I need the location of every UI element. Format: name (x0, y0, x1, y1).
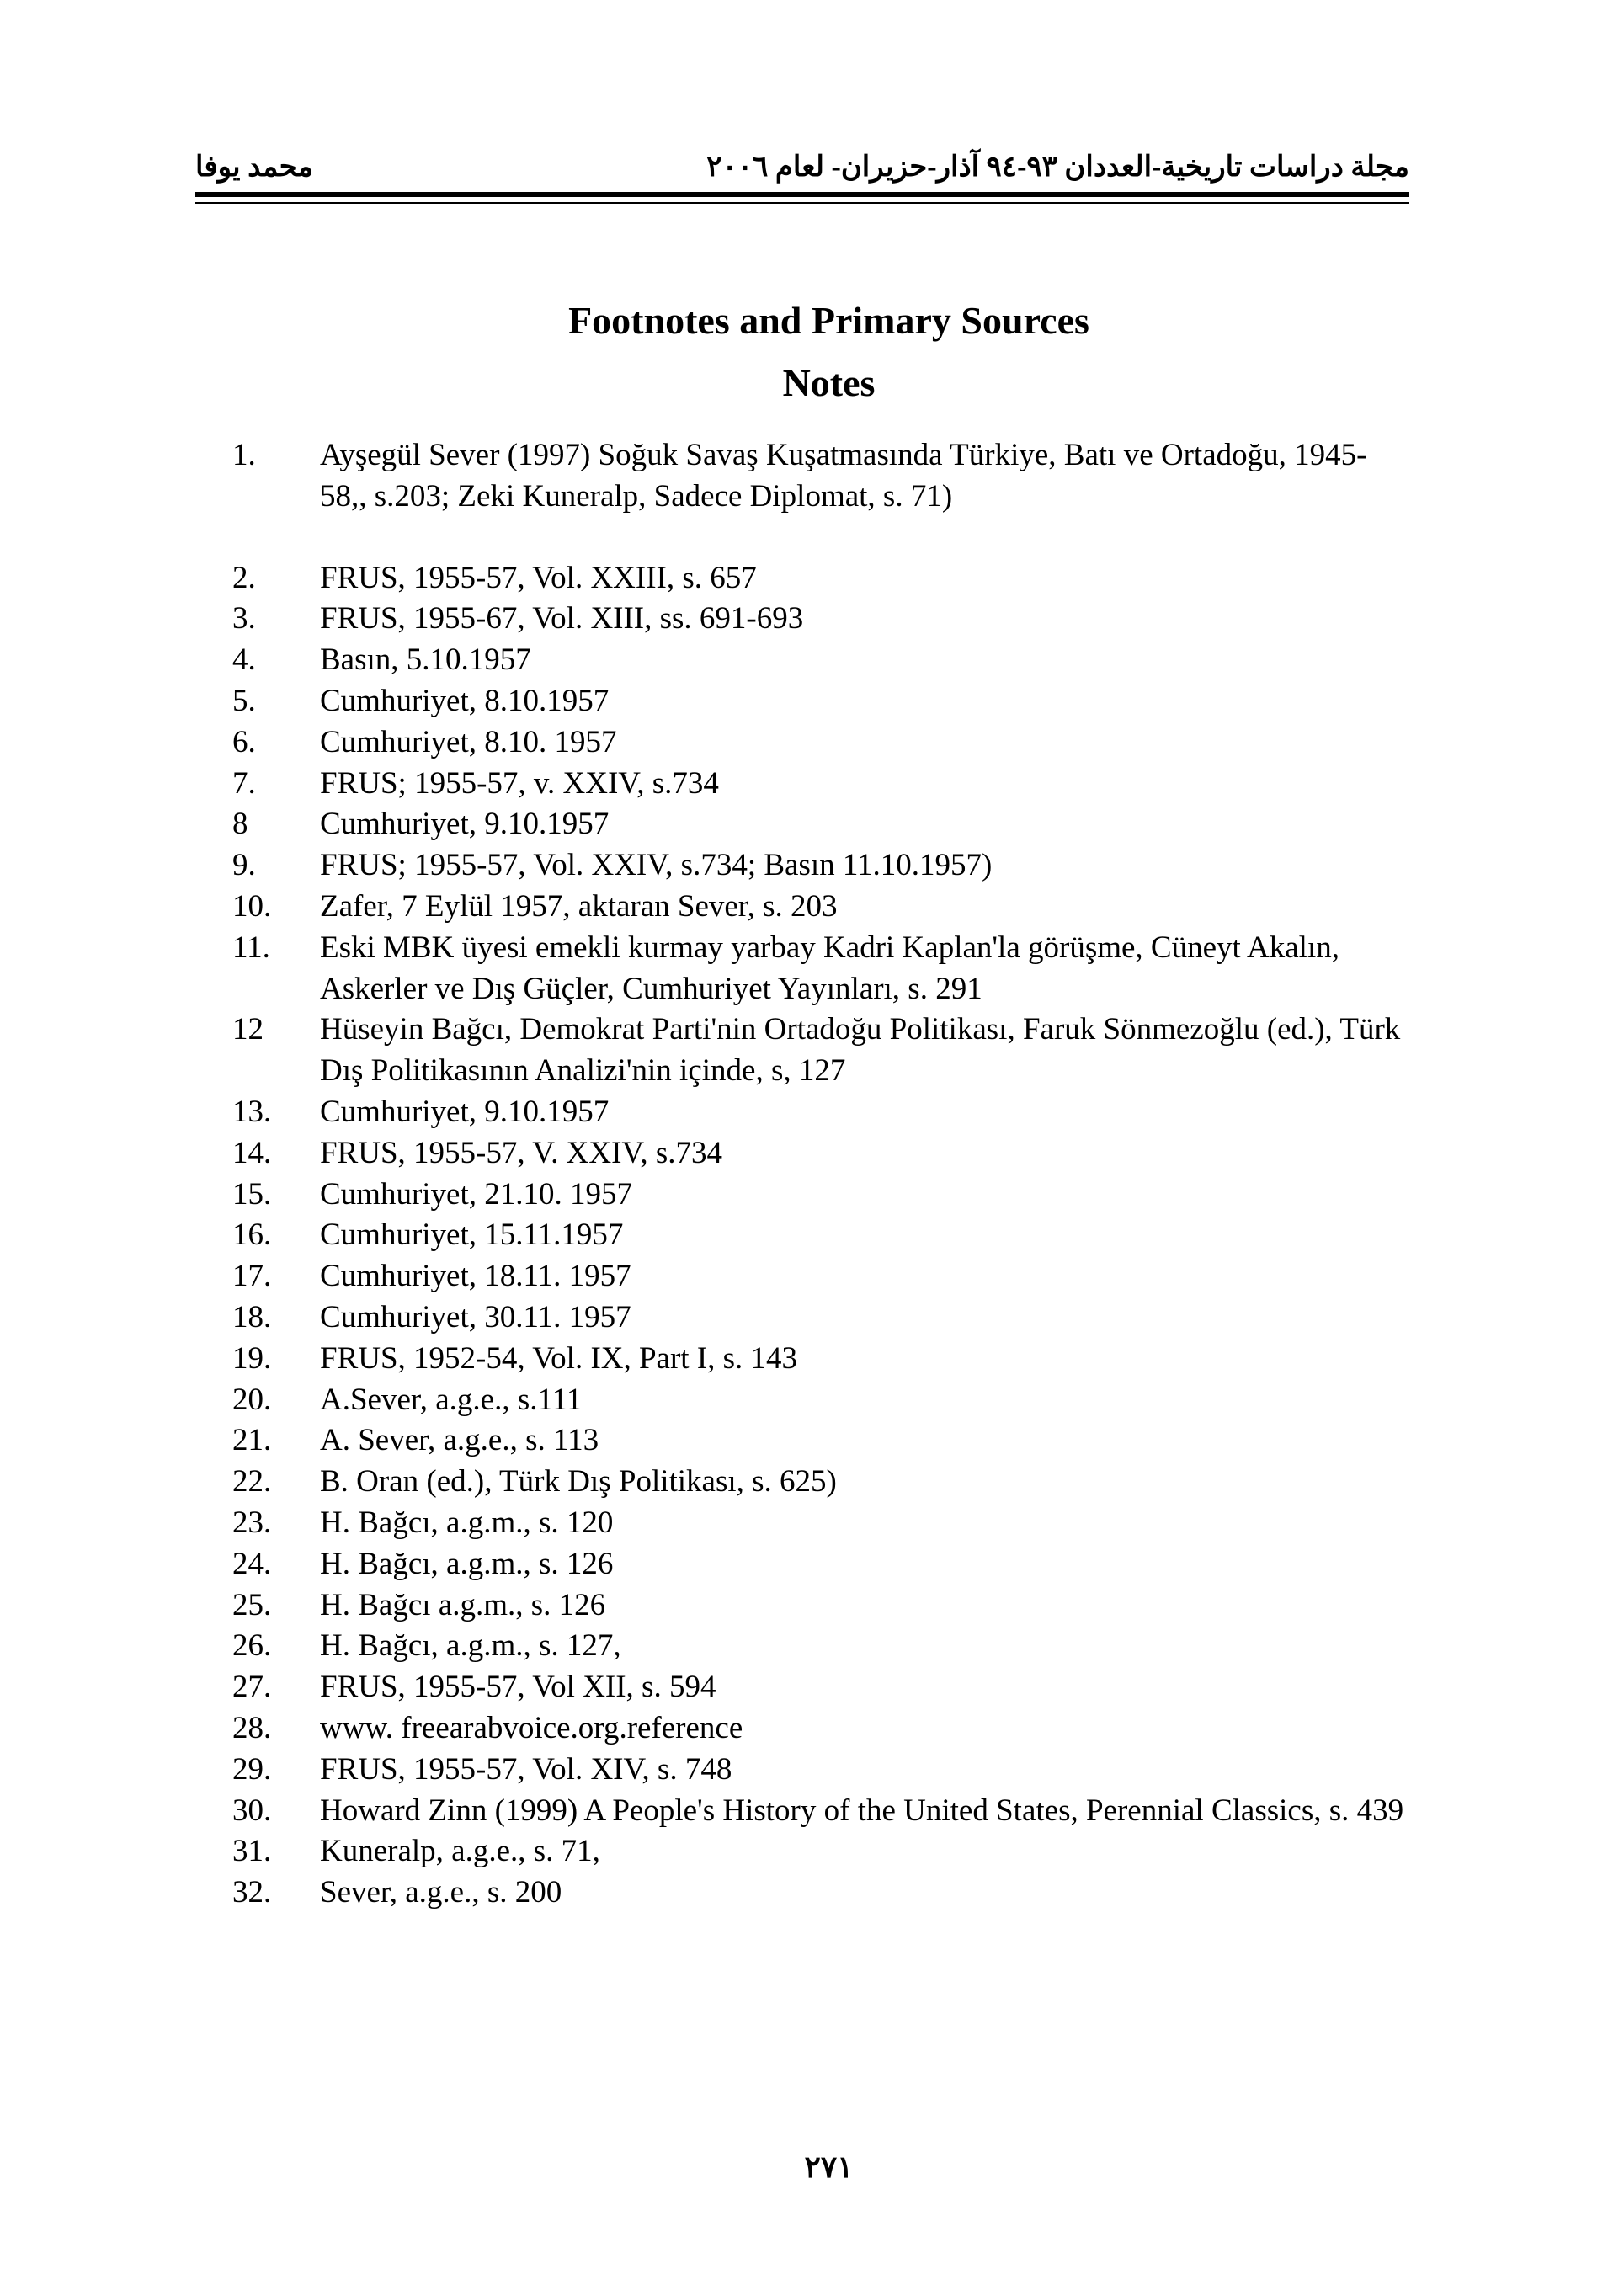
note-text: FRUS; 1955-57, Vol. XXIV, s.734; Basın 11.10.1957) (320, 848, 993, 883)
note-item (232, 1215, 1411, 1256)
note-item (232, 845, 1411, 887)
header-journal-title: مجلة دراسات تاريخية-العددان ٩٣-٩٤ آذار-حزيران- لعام ٢٠٠٦ (706, 152, 1409, 183)
note-text: A. Sever, a.g.e., s. 113 (320, 1423, 599, 1458)
note-number: 20. (232, 1382, 272, 1417)
note-number: 24. (232, 1546, 272, 1581)
note-item (232, 1380, 1411, 1421)
note-item (232, 1626, 1411, 1667)
note-item (232, 1750, 1411, 1791)
note-text: Cumhuriyet, 9.10.1957 (320, 1094, 610, 1129)
note-number: 15. (232, 1176, 272, 1212)
note-item (232, 1133, 1411, 1175)
header-author: محمد يوفا (195, 152, 313, 183)
note-text: Hüseyin Bağcı, Demokrat Parti'nin Ortadoğu Politikası, Faruk Sönmezoğlu (ed.), Türk Dış Politikasının Analizi'nin içinde, s, 127 (320, 1012, 1401, 1089)
note-text: FRUS, 1955-57, Vol XII, s. 594 (320, 1670, 716, 1705)
note-item (232, 1667, 1411, 1708)
note-item (232, 640, 1411, 681)
note-number: 22. (232, 1464, 272, 1500)
note-item (232, 1872, 1411, 1914)
notes-list (232, 435, 1411, 1914)
page-title: Footnotes and Primary Sources (568, 299, 1089, 342)
note-text: Cumhuriyet, 15.11.1957 (320, 1217, 624, 1253)
note-number: 27. (232, 1670, 272, 1705)
note-number: 26. (232, 1628, 272, 1664)
note-text: H. Bağcı, a.g.m., s. 126 (320, 1546, 614, 1581)
note-item (232, 558, 1411, 599)
note-item (232, 435, 1411, 518)
header-rule-thin (195, 202, 1409, 204)
note-item (232, 1009, 1411, 1092)
note-number: 21. (232, 1423, 272, 1458)
note-text: Basın, 5.10.1957 (320, 642, 531, 678)
note-item (232, 804, 1411, 845)
note-number: 29. (232, 1751, 272, 1787)
note-number: 17. (232, 1259, 272, 1294)
note-number: 25. (232, 1587, 272, 1622)
note-number: 14. (232, 1135, 272, 1170)
note-item (232, 1791, 1411, 1832)
note-text: Sever, a.g.e., s. 200 (320, 1875, 562, 1910)
note-text: Cumhuriyet, 18.11. 1957 (320, 1259, 631, 1294)
note-text: Howard Zinn (1999) A People's History of the United States, Perennial Classics, s. 439 (320, 1793, 1404, 1828)
note-number: 8 (232, 807, 248, 842)
note-number: 30. (232, 1793, 272, 1828)
note-text: H. Bağcı, a.g.m., s. 127, (320, 1628, 621, 1664)
note-text: Eski MBK üyesi emekli kurmay yarbay Kadri Kaplan'la görüşme, Cüneyt Akalın, Askerler ve Dış Güçler, Cumhuriyet Yayınları, s. 291 (320, 930, 1339, 1006)
note-number: 13. (232, 1094, 272, 1129)
running-header (195, 150, 1409, 184)
note-text: Cumhuriyet, 21.10. 1957 (320, 1176, 633, 1212)
note-number: 10. (232, 888, 272, 924)
note-text: B. Oran (ed.), Türk Dış Politikası, s. 625) (320, 1464, 837, 1500)
note-number: 11. (232, 930, 270, 965)
note-number: 23. (232, 1505, 272, 1540)
note-text: FRUS, 1952-54, Vol. IX, Part I, s. 143 (320, 1340, 798, 1376)
note-text: FRUS, 1955-57, V. XXIV, s.734 (320, 1135, 723, 1170)
note-item (232, 764, 1411, 805)
note-text: Cumhuriyet, 8.10. 1957 (320, 724, 617, 759)
note-text: FRUS, 1955-67, Vol. XIII, ss. 691-693 (320, 601, 804, 637)
note-number: 5. (232, 683, 256, 718)
note-item (232, 1462, 1411, 1503)
note-item (232, 722, 1411, 764)
page-number: ٢٧١ (804, 2150, 854, 2184)
note-number: 6. (232, 724, 256, 759)
note-text: Kuneralp, a.g.e., s. 71, (320, 1834, 600, 1869)
note-text: www. freearabvoice.org.reference (320, 1710, 743, 1745)
note-text: Ayşegül Sever (1997) Soğuk Savaş Kuşatmasında Türkiye, Batı ve Ortadoğu, 1945-58,, s.203; Zeki Kuneralp, Sadece Diplomat, s. 71) (320, 438, 1367, 514)
note-item (232, 1544, 1411, 1585)
note-item (232, 1420, 1411, 1462)
note-item (232, 1708, 1411, 1750)
note-text: Cumhuriyet, 30.11. 1957 (320, 1299, 631, 1334)
note-number: 1. (232, 438, 256, 472)
note-text: H. Bağcı a.g.m., s. 126 (320, 1587, 606, 1622)
note-number: 7. (232, 765, 256, 801)
note-number: 32. (232, 1875, 272, 1910)
note-item (232, 928, 1411, 1010)
note-item (232, 681, 1411, 722)
note-item (232, 1585, 1411, 1627)
header-rule-thick (195, 192, 1409, 197)
note-number: 28. (232, 1710, 272, 1745)
note-text: A.Sever, a.g.e., s.111 (320, 1382, 583, 1417)
note-item (232, 1339, 1411, 1380)
note-item (232, 1503, 1411, 1544)
note-number: 12 (232, 1012, 264, 1047)
note-text: H. Bağcı, a.g.m., s. 120 (320, 1505, 614, 1540)
note-number: 16. (232, 1217, 272, 1253)
section-heading: Notes (782, 361, 876, 404)
note-item (232, 1256, 1411, 1297)
note-number: 18. (232, 1299, 272, 1334)
note-text: FRUS, 1955-57, Vol. XIV, s. 748 (320, 1751, 732, 1787)
note-text: Cumhuriyet, 8.10.1957 (320, 683, 610, 718)
note-number: 3. (232, 601, 256, 637)
note-text: Cumhuriyet, 9.10.1957 (320, 807, 610, 842)
note-item (232, 599, 1411, 640)
note-item (232, 1092, 1411, 1133)
note-number: 9. (232, 848, 256, 883)
note-number: 31. (232, 1834, 272, 1869)
note-item (232, 887, 1411, 928)
note-number: 2. (232, 560, 256, 595)
note-text: FRUS; 1955-57, v. XXIV, s.734 (320, 765, 719, 801)
note-number: 19. (232, 1340, 272, 1376)
note-text: FRUS, 1955-57, Vol. XXIII, s. 657 (320, 560, 757, 595)
note-text: Zafer, 7 Eylül 1957, aktaran Sever, s. 203 (320, 888, 838, 924)
note-number: 4. (232, 642, 256, 678)
note-item (232, 1175, 1411, 1216)
note-item (232, 1831, 1411, 1872)
note-item (232, 1297, 1411, 1339)
